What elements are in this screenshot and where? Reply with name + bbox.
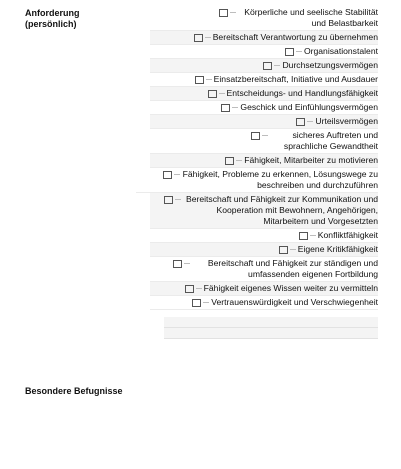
blank-row	[164, 317, 378, 328]
checklist-item: Fähigkeit eigenes Wissen weiter zu vermitteln	[150, 282, 378, 296]
checklist-item: Organisationstalent	[150, 45, 378, 59]
checkbox[interactable]	[208, 90, 217, 98]
checklist-item: Bereitschaft und Fähigkeit zur Kommunikation und Kooperation mit Bewohnern, Angehörigen, Mitarbeitern und Vorgesetzten	[150, 193, 378, 229]
section-label-befugnisse: Besondere Befugnisse	[25, 386, 123, 396]
checkbox[interactable]	[279, 246, 288, 254]
checklist-item: Fähigkeit, Mitarbeiter zu motivieren	[150, 154, 378, 168]
checkbox[interactable]	[296, 118, 305, 126]
section-label-anforderung: Anforderung (persönlich)	[25, 8, 80, 29]
checklist-item: Entscheidungs- und Handlungsfähigkeit	[150, 87, 378, 101]
checklist-item: Fähigkeit, Probleme zu erkennen, Lösungswege zu beschreiben und durchzuführen	[136, 168, 378, 193]
checklist-item: Vertrauenswürdigkeit und Verschwiegenheit	[150, 296, 378, 310]
checkbox[interactable]	[219, 9, 228, 17]
dash-icon	[232, 107, 238, 108]
checkbox[interactable]	[185, 285, 194, 293]
checklist-item: Körperliche und seelische Stabilität und Belastbarkeit	[150, 6, 378, 31]
blank-row	[164, 328, 378, 339]
checklist-item: Bereitschaft und Fähigkeit zur ständigen und umfassenden eigenen Fortbildung	[150, 257, 378, 282]
checkbox[interactable]	[263, 62, 272, 70]
checklist-item: Eigene Kritikfähigkeit	[150, 243, 378, 257]
checkbox[interactable]	[164, 196, 173, 204]
checkbox[interactable]	[225, 157, 234, 165]
checkbox[interactable]	[195, 76, 204, 84]
dash-icon	[290, 249, 296, 250]
dash-icon	[274, 65, 280, 66]
dash-icon	[296, 51, 302, 52]
dash-icon	[307, 121, 313, 122]
checkbox[interactable]	[194, 34, 203, 42]
checklist-item: sicheres Auftreten und sprachliche Gewandtheit	[150, 129, 378, 154]
dash-icon	[310, 235, 316, 236]
checklist-item: Durchsetzungsvermögen	[150, 59, 378, 73]
checkbox[interactable]	[299, 232, 308, 240]
checklist-item: Urteilsvermögen	[150, 115, 378, 129]
dash-icon	[184, 263, 190, 264]
checkbox[interactable]	[192, 299, 201, 307]
dash-icon	[230, 12, 236, 13]
checkbox[interactable]	[221, 104, 230, 112]
dash-icon	[175, 199, 181, 200]
dash-icon	[196, 288, 202, 289]
checklist-item: Konfliktfähigkeit	[150, 229, 378, 243]
checklist-item: Einsatzbereitschaft, Initiative und Ausdauer	[150, 73, 378, 87]
checkbox[interactable]	[173, 260, 182, 268]
dash-icon	[236, 160, 242, 161]
requirements-checklist	[150, 6, 378, 339]
dash-icon	[262, 135, 268, 136]
dash-icon	[206, 79, 212, 80]
spacer	[150, 310, 378, 317]
checkbox[interactable]	[251, 132, 260, 140]
dash-icon	[203, 302, 209, 303]
dash-icon	[219, 93, 225, 94]
dash-icon	[205, 37, 211, 38]
checklist-item: Bereitschaft Verantwortung zu übernehmen	[150, 31, 378, 45]
checkbox[interactable]	[163, 171, 172, 179]
checkbox[interactable]	[285, 48, 294, 56]
checklist-item: Geschick und Einfühlungsvermögen	[150, 101, 378, 115]
dash-icon	[174, 174, 180, 175]
